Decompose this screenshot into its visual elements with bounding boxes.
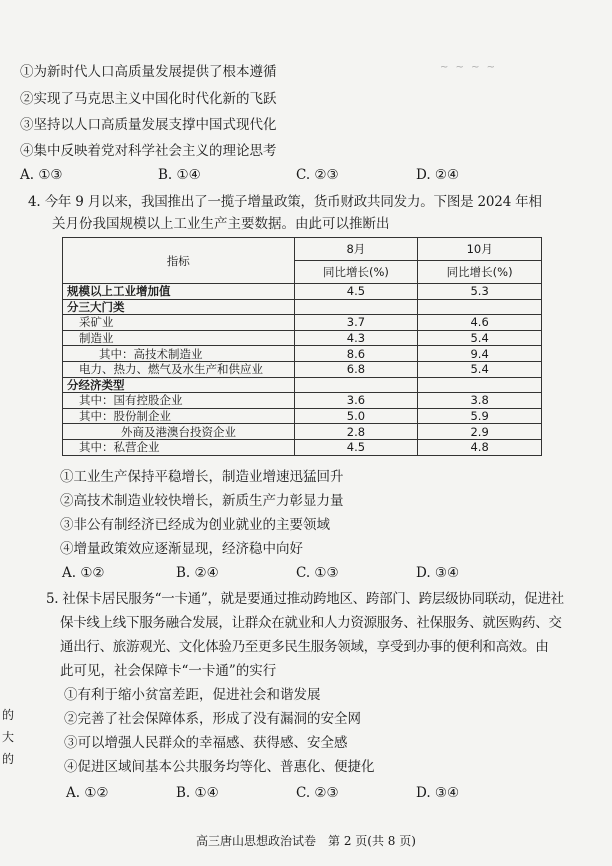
table-subheader-1: 同比增长(%): [294, 261, 418, 284]
q4-option-c: C. ①③: [296, 565, 339, 581]
table-cell-value: 6.8: [294, 361, 418, 377]
q3-statement-3: ③坚持以人口高质量发展支撑中国式现代化: [20, 117, 277, 133]
table-cell-label: 外商及港澳台投资企业: [63, 424, 295, 440]
q4-option-a: A. ①②: [62, 565, 105, 581]
table-cell-value: 5.9: [418, 408, 542, 424]
table-row: [63, 346, 542, 362]
q4-statement-3: ③非公有制经济已经成为创业就业的主要领域: [60, 517, 330, 533]
q3-statement-2: ②实现了马克思主义中国化时代化新的飞跃: [20, 91, 277, 107]
table-cell-value: 3.6: [294, 393, 418, 409]
table-row: [63, 330, 542, 346]
table-row: [63, 284, 542, 300]
q3-option-d: D. ②④: [416, 167, 460, 183]
q4-statement-1: ①工业生产保持平稳增长，制造业增速迅猛回升: [60, 469, 344, 485]
table-row: [63, 393, 542, 409]
q4-statement-2: ②高技术制造业较快增长，新质生产力彰显力量: [60, 493, 344, 509]
table-cell-label: 规模以上工业增加值: [63, 284, 295, 300]
q5-option-c: C. ②③: [296, 785, 339, 801]
table-cell-value: 2.8: [294, 424, 418, 440]
table-header-month-1: 8月: [294, 238, 418, 261]
table-cell-value: 3.7: [294, 315, 418, 331]
table-row: [63, 361, 542, 377]
table-cell-value: 2.9: [418, 424, 542, 440]
q5-stem-line-1: 5. 社保卡居民服务“一卡通”，就是要通过推动跨地区、跨部门、跨层级协同联动，促进社: [46, 591, 564, 607]
table-cell-label: 其中：高技术制造业: [63, 346, 295, 362]
table-cell-value: 3.8: [418, 393, 542, 409]
q5-options: [0, 784, 612, 802]
table-cell-value: [294, 299, 418, 315]
table-cell-value: 4.5: [294, 284, 418, 300]
margin-char-3: 的: [2, 752, 15, 766]
q3-option-a: A. ①③: [20, 167, 63, 183]
q5-statement-4: ④促进区域间基本公共服务均等化、普惠化、便捷化: [64, 759, 375, 775]
table-cell-label: 制造业: [63, 330, 295, 346]
table-cell-label: 其中：国有控股企业: [63, 393, 295, 409]
table-cell-label: 分三大门类: [63, 299, 295, 315]
q5-option-a: A. ①②: [66, 785, 109, 801]
q4-option-d: D. ③④: [416, 565, 460, 581]
table-header-month-2: 10月: [418, 238, 542, 261]
margin-char-1: 的: [2, 708, 15, 722]
q5-statement-3: ③可以增强人民群众的幸福感、获得感、安全感: [64, 735, 348, 751]
table-cell-value: 4.5: [294, 439, 418, 455]
table-cell-value: 5.4: [418, 330, 542, 346]
q4-stem-line-1: 4. 今年 9 月以来，我国推出了一揽子增量政策，货币财政共同发力。下图是 2024 年相: [28, 194, 542, 210]
q4-option-b: B. ②④: [176, 565, 219, 581]
page-footer: 高三唐山思想政治试卷 第 2 页(共 8 页): [196, 834, 416, 848]
table-cell-value: 4.8: [418, 439, 542, 455]
q4-stem-line-2: 关月份我国规模以上工业生产主要数据。由此可以推断出: [52, 216, 390, 232]
table-row: [63, 315, 542, 331]
table-cell-value: 5.3: [418, 284, 542, 300]
q5-stem-line-2: 保卡线上线下服务融合发展，让群众在就业和人力资源服务、社保服务、就医购药、交: [60, 615, 562, 631]
q5-stem-line-4: 此可见，社会保障卡“一卡通”的实行: [60, 663, 277, 679]
table-cell-label: 分经济类型: [63, 377, 295, 393]
table-cell-value: 5.0: [294, 408, 418, 424]
table-cell-value: 8.6: [294, 346, 418, 362]
q5-statement-1: ①有利于缩小贫富差距，促进社会和谐发展: [64, 687, 321, 703]
table-row: [63, 439, 542, 455]
table-cell-label: 其中：股份制企业: [63, 408, 295, 424]
table-cell-value: 4.3: [294, 330, 418, 346]
q4-statement-4: ④增量政策效应逐渐显现，经济稳中向好: [60, 541, 303, 557]
q3-option-c: C. ②③: [296, 167, 339, 183]
table-cell-value: 5.4: [418, 361, 542, 377]
table-cell-value: 4.6: [418, 315, 542, 331]
table-row: [63, 408, 542, 424]
q3-options: [0, 166, 612, 184]
faint-corner-text: ~ ~ ~ ~: [440, 62, 498, 73]
q3-option-b: B. ①④: [158, 167, 201, 183]
table-cell-value: [418, 377, 542, 393]
table-cell-label: 电力、热力、燃气及水生产和供应业: [63, 361, 295, 377]
table-cell-value: [418, 299, 542, 315]
q5-stem-line-3: 通出行、旅游观光、文化体验乃至更多民生服务领域，享受到办事的便利和高效。由: [60, 639, 549, 655]
industrial-data-table: [62, 237, 542, 456]
q5-option-d: D. ③④: [416, 785, 460, 801]
table-subheader-2: 同比增长(%): [418, 261, 542, 284]
table-cell-label: 其中：私营企业: [63, 439, 295, 455]
q5-option-b: B. ①④: [176, 785, 219, 801]
table-cell-value: [294, 377, 418, 393]
table-row: [63, 377, 542, 393]
table-row: [63, 299, 542, 315]
table-cell-label: 采矿业: [63, 315, 295, 331]
q4-options: [0, 564, 612, 582]
table-body: [63, 284, 542, 456]
q3-statement-4: ④集中反映着党对科学社会主义的理论思考: [20, 143, 277, 159]
table-row: [63, 424, 542, 440]
q5-statement-2: ②完善了社会保障体系，形成了没有漏洞的安全网: [64, 711, 361, 727]
table-cell-value: 9.4: [418, 346, 542, 362]
q3-statement-1: ①为新时代人口高质量发展提供了根本遵循: [20, 64, 277, 80]
margin-char-2: 大: [2, 730, 15, 744]
table-header-indicator: 指标: [63, 238, 295, 284]
